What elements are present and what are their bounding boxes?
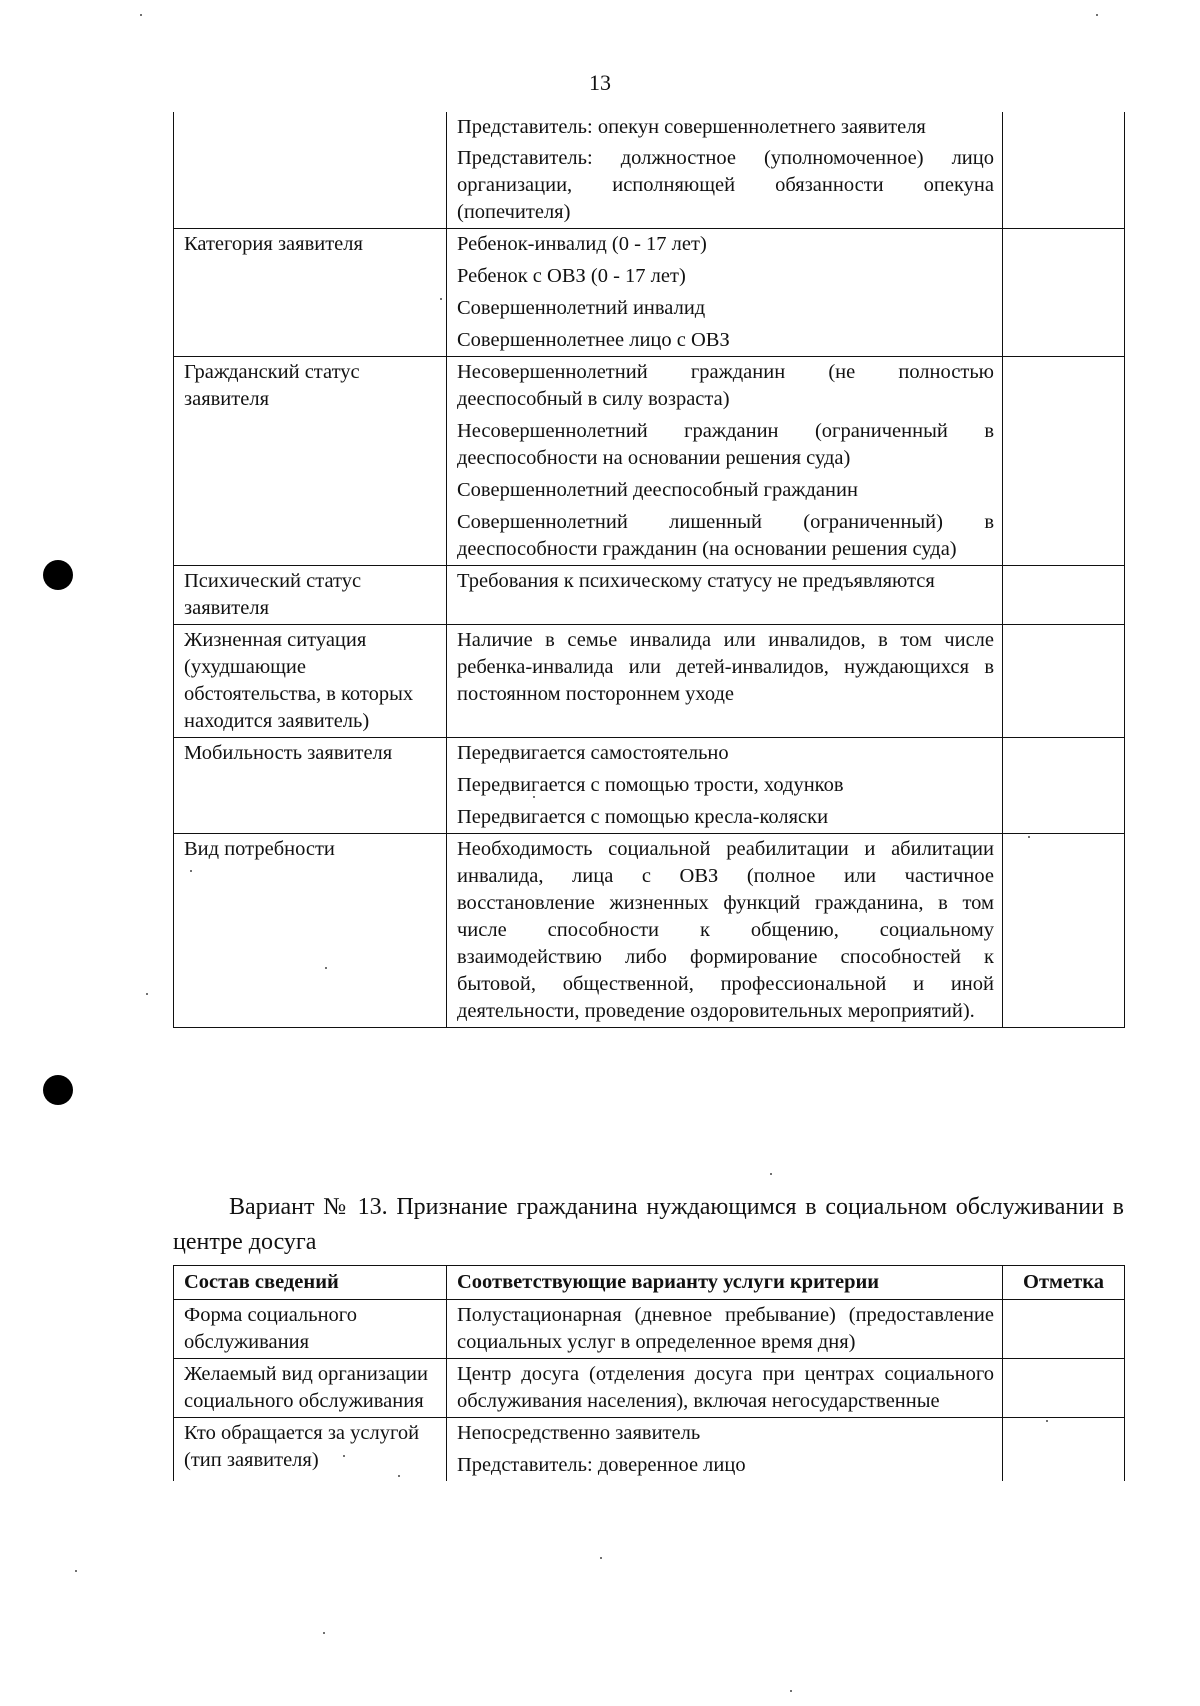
criteria-cell: [447, 1418, 1003, 1482]
criteria-cell: [447, 566, 1003, 625]
criterion: Совершеннолетнее лицо с ОВЗ: [457, 329, 730, 351]
punch-hole-mark: [43, 1075, 73, 1105]
criterion: Ребенок-инвалид (0 - 17 лет): [457, 233, 707, 255]
row-label: Кто обращается за услугой (тип заявителя): [174, 1418, 447, 1482]
scan-speck: [75, 1570, 77, 1572]
criteria-table-continued: [173, 112, 1125, 1028]
mark-cell[interactable]: [1003, 834, 1125, 1028]
criterion: Представитель: должностное (уполномоченное) лицо организации, исполняющей обязанности опекуна (попечителя): [457, 147, 994, 223]
criterion: Необходимость социальной реабилитации и абилитации инвалида, лица с ОВЗ (полное или частичное восстановление жизненных функций гражданина, в том числе способности к общению, социальному взаимодействию либо формирование способностей к бытовой, общественной, профессиональной и иной деятельности, проведение оздоровительных мероприятий).: [457, 838, 994, 1022]
punch-hole-mark: [43, 560, 73, 590]
criterion: Совершеннолетний инвалид: [457, 297, 706, 319]
table-header-row: [174, 1266, 1125, 1300]
table-row: [174, 566, 1125, 625]
table-row: [174, 738, 1125, 834]
criteria-cell: [447, 625, 1003, 738]
criterion: Совершеннолетний лишенный (ограниченный) в дееспособности гражданин (на основании решения суда): [457, 511, 994, 560]
scan-speck: [323, 1632, 325, 1634]
mark-cell[interactable]: [1003, 738, 1125, 834]
criteria-cell: [447, 1359, 1003, 1418]
row-label: Категория заявителя: [174, 229, 447, 357]
scan-speck: [790, 1690, 792, 1692]
row-label: Гражданский статус заявителя: [174, 357, 447, 566]
mark-cell[interactable]: [1003, 625, 1125, 738]
table-row: [174, 1359, 1125, 1418]
scan-speck: [600, 1557, 602, 1559]
mark-cell[interactable]: [1003, 1418, 1125, 1482]
row-label: Жизненная ситуация (ухудшающие обстоятельства, в которых находится заявитель): [174, 625, 447, 738]
mark-cell[interactable]: [1003, 112, 1125, 229]
column-header-mark: Отметка: [1003, 1266, 1125, 1300]
table-row: [174, 229, 1125, 357]
row-label: [174, 112, 447, 229]
scan-speck: [146, 993, 148, 995]
row-label: Мобильность заявителя: [174, 738, 447, 834]
table-row: [174, 1300, 1125, 1359]
page-number: 13: [589, 70, 611, 95]
mark-cell[interactable]: [1003, 357, 1125, 566]
mark-cell[interactable]: [1003, 1359, 1125, 1418]
criterion: Передвигается самостоятельно: [457, 742, 729, 764]
criteria-cell: [447, 112, 1003, 229]
criterion: Представитель: доверенное лицо: [457, 1454, 746, 1476]
criteria-cell: [447, 738, 1003, 834]
row-label: Психический статус заявителя: [174, 566, 447, 625]
column-header-criteria: Соответствующие варианту услуги критерии: [447, 1266, 1003, 1300]
criterion: Полустационарная (дневное пребывание) (предоставление социальных услуг в определенное время дня): [457, 1304, 994, 1353]
criterion: Представитель: опекун совершеннолетнего заявителя: [457, 116, 926, 138]
criteria-cell: [447, 1300, 1003, 1359]
table-row: [174, 112, 1125, 229]
table-row: [174, 1418, 1125, 1482]
variant-heading: Вариант № 13. Признание гражданина нуждающимся в социальном обслуживании в центре досуга: [173, 1194, 1124, 1255]
criterion: Передвигается с помощью трости, ходунков: [457, 774, 844, 796]
criterion: Несовершеннолетний гражданин (ограниченный в дееспособности на основании решения суда): [457, 420, 994, 469]
criterion: Передвигается с помощью кресла-коляски: [457, 806, 829, 828]
scan-speck: [140, 14, 142, 16]
criterion: Несовершеннолетний гражданин (не полностью дееспособный в силу возраста): [457, 361, 994, 410]
row-label: Вид потребности: [174, 834, 447, 1028]
criterion: Ребенок с ОВЗ (0 - 17 лет): [457, 265, 686, 287]
criterion: Наличие в семье инвалида или инвалидов, в том числе ребенка-инвалида или детей-инвалидов, нуждающихся в постоянном постороннем уходе: [457, 629, 994, 705]
criterion: Требования к психическому статусу не предъявляются: [457, 570, 935, 592]
table-row: [174, 625, 1125, 738]
scan-speck: [770, 1173, 772, 1175]
scan-speck: [1096, 14, 1098, 16]
mark-cell[interactable]: [1003, 1300, 1125, 1359]
row-label: Желаемый вид организации социального обслуживания: [174, 1359, 447, 1418]
table-row: [174, 357, 1125, 566]
criteria-cell: [447, 229, 1003, 357]
row-label: Форма социального обслуживания: [174, 1300, 447, 1359]
criterion: Центр досуга (отделения досуга при центрах социального обслуживания населения), включая негосударственные: [457, 1363, 994, 1412]
criterion: Непосредственно заявитель: [457, 1422, 701, 1444]
table-row: [174, 834, 1125, 1028]
criteria-table-variant-13: [173, 1265, 1125, 1481]
criteria-cell: [447, 834, 1003, 1028]
criteria-cell: [447, 357, 1003, 566]
criterion: Совершеннолетний дееспособный гражданин: [457, 479, 858, 501]
mark-cell[interactable]: [1003, 566, 1125, 625]
column-header-info: Состав сведений: [174, 1266, 447, 1300]
mark-cell[interactable]: [1003, 229, 1125, 357]
